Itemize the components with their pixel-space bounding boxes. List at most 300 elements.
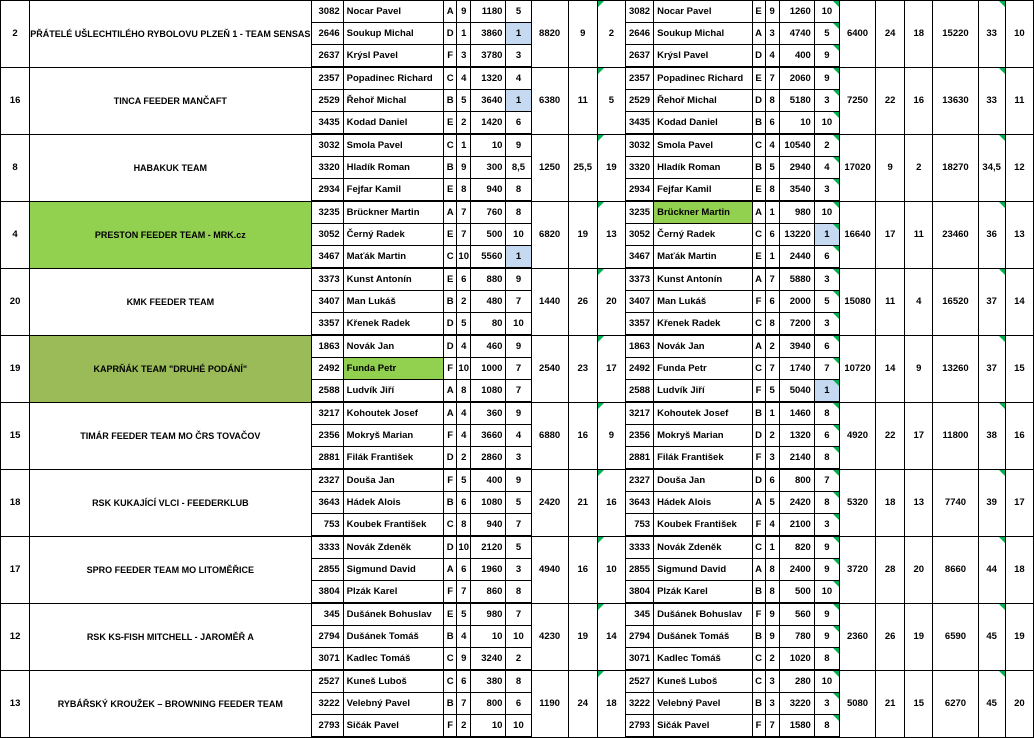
round2-total: 10720: [839, 335, 875, 402]
spot: 4: [765, 134, 779, 157]
weight: 10: [471, 134, 506, 157]
member-id: 3217: [625, 402, 653, 425]
round2-total: 15080: [839, 268, 875, 335]
sector: A: [444, 402, 457, 425]
weight: 10: [779, 112, 814, 135]
member-name: Funda Petr: [654, 358, 752, 380]
member-id: 3467: [311, 246, 343, 269]
spot: 7: [457, 693, 471, 715]
member-id: 3435: [311, 112, 343, 135]
sector-place: 1: [506, 246, 531, 269]
sector-place: 3: [814, 179, 839, 202]
member-name: Kadlec Tomáš: [654, 648, 752, 671]
total-points: 36: [978, 201, 1005, 268]
spot: 6: [765, 224, 779, 246]
weight: 2860: [471, 447, 506, 470]
spot: 2: [765, 648, 779, 671]
sector-place: 1: [814, 380, 839, 403]
member-id: 2327: [625, 469, 653, 492]
weight: 10540: [779, 134, 814, 157]
sector: F: [752, 514, 765, 537]
member-id: 2855: [625, 559, 653, 581]
round2-place: 19: [905, 603, 933, 670]
total-weight: 11800: [933, 402, 978, 469]
sector: C: [752, 313, 765, 336]
sector-place: 3: [506, 45, 531, 68]
spot: 9: [457, 648, 471, 671]
member-name: Kuneš Luboš: [343, 670, 443, 693]
sector: F: [752, 603, 765, 626]
member-name: Sičák Pavel: [654, 715, 752, 738]
sector-place: 10: [814, 112, 839, 135]
spot: 6: [765, 112, 779, 135]
draw-number: 8: [1, 134, 30, 201]
weight: 1260: [779, 1, 814, 23]
total-points: 38: [978, 402, 1005, 469]
member-id: 3217: [311, 402, 343, 425]
member-id: 2529: [311, 90, 343, 112]
sector-place: 6: [506, 693, 531, 715]
sector: C: [752, 536, 765, 559]
member-name: Velebný Pavel: [654, 693, 752, 715]
spot: 9: [765, 603, 779, 626]
spot: 5: [457, 90, 471, 112]
team-row: [1, 67, 1034, 90]
member-id: 3320: [311, 157, 343, 179]
member-name: Hádek Alois: [343, 492, 443, 514]
sector: D: [444, 23, 457, 45]
member-name: Ludvík Jiří: [654, 380, 752, 403]
round2-points: 17: [876, 201, 905, 268]
sector-place: 6: [814, 246, 839, 269]
weight: 400: [471, 469, 506, 492]
total-weight: 6270: [933, 670, 978, 737]
spot: 3: [765, 670, 779, 693]
spot: 4: [457, 402, 471, 425]
sector: B: [752, 157, 765, 179]
round2-total: 16640: [839, 201, 875, 268]
weight: 3940: [779, 335, 814, 358]
member-id: 3643: [311, 492, 343, 514]
weight: 300: [471, 157, 506, 179]
spot: 6: [457, 492, 471, 514]
member-name: Popadinec Richard: [343, 67, 443, 90]
member-id: 2637: [625, 45, 653, 68]
weight: 3540: [779, 179, 814, 202]
sector-place: 6: [814, 425, 839, 447]
weight: 2420: [779, 492, 814, 514]
sector: A: [444, 1, 457, 23]
spot: 2: [457, 715, 471, 738]
sector: D: [752, 45, 765, 68]
spot: 8: [765, 313, 779, 336]
sector-place: 7: [814, 358, 839, 380]
sector-place: 10: [814, 1, 839, 23]
weight: 820: [779, 536, 814, 559]
weight: 1180: [471, 1, 506, 23]
sector-place: 7: [506, 358, 531, 380]
spot: 7: [765, 715, 779, 738]
member-name: Man Lukáš: [343, 291, 443, 313]
team-row: [1, 134, 1034, 157]
member-name: Dušánek Bohuslav: [654, 603, 752, 626]
total-weight: 16520: [933, 268, 978, 335]
team-row: [1, 335, 1034, 358]
weight: 860: [471, 581, 506, 604]
weight: 780: [779, 626, 814, 648]
spot: 10: [457, 536, 471, 559]
weight: 940: [471, 514, 506, 537]
spot: 4: [457, 626, 471, 648]
weight: 7200: [779, 313, 814, 336]
weight: 2060: [779, 67, 814, 90]
member-id: 2588: [311, 380, 343, 403]
final-rank: 11: [1005, 67, 1033, 134]
weight: 560: [779, 603, 814, 626]
total-points: 37: [978, 335, 1005, 402]
sector: D: [444, 335, 457, 358]
weight: 360: [471, 402, 506, 425]
member-name: Koubek František: [343, 514, 443, 537]
weight: 2120: [471, 536, 506, 559]
sector-place: 8: [506, 581, 531, 604]
member-id: 3373: [625, 268, 653, 291]
sector: C: [752, 134, 765, 157]
round2-points: 18: [876, 469, 905, 536]
total-weight: 7740: [933, 469, 978, 536]
weight: 1460: [779, 402, 814, 425]
member-id: 3052: [625, 224, 653, 246]
sector: D: [752, 90, 765, 112]
member-name: Dušánek Bohuslav: [343, 603, 443, 626]
sector-place: 10: [814, 670, 839, 693]
spot: 8: [765, 179, 779, 202]
spot: 2: [765, 335, 779, 358]
sector: B: [752, 402, 765, 425]
round2-points: 21: [876, 670, 905, 737]
total-points: 39: [978, 469, 1005, 536]
sector-place: 8,5: [506, 157, 531, 179]
member-name: Sigmund David: [654, 559, 752, 581]
sector: B: [752, 693, 765, 715]
member-id: 3235: [625, 201, 653, 224]
sector: B: [752, 626, 765, 648]
spot: 8: [457, 380, 471, 403]
team-name: HABAKUK TEAM: [30, 134, 311, 201]
member-name: Řehoř Michal: [343, 90, 443, 112]
sector: E: [444, 112, 457, 135]
member-name: Černý Radek: [343, 224, 443, 246]
round1-points: 9: [568, 1, 597, 68]
sector-place: 8: [814, 492, 839, 514]
weight: 2440: [779, 246, 814, 269]
weight: 1580: [779, 715, 814, 738]
spot: 2: [765, 425, 779, 447]
round1-total: 2420: [531, 469, 568, 536]
sector: A: [444, 559, 457, 581]
spot: 5: [765, 492, 779, 514]
member-name: Mokryš Marian: [654, 425, 752, 447]
weight: 480: [471, 291, 506, 313]
weight: 1020: [779, 648, 814, 671]
team-row: [1, 268, 1034, 291]
round1-total: 4940: [531, 536, 568, 603]
sector-place: 3: [814, 693, 839, 715]
spot: 3: [457, 45, 471, 68]
sector: D: [444, 313, 457, 336]
round2-total: 7250: [839, 67, 875, 134]
member-name: Soukup Michal: [654, 23, 752, 45]
member-name: Hladík Roman: [343, 157, 443, 179]
member-name: Maťák Martin: [654, 246, 752, 269]
total-points: 33: [978, 1, 1005, 68]
sector-place: 4: [506, 67, 531, 90]
member-id: 3467: [625, 246, 653, 269]
sector-place: 5: [506, 536, 531, 559]
final-rank: 10: [1005, 1, 1033, 68]
member-id: 2934: [625, 179, 653, 202]
team-name: RYBÁŘSKÝ KROUŽEK – BROWNING FEEDER TEAM: [30, 670, 311, 737]
weight: 1420: [471, 112, 506, 135]
sector: F: [444, 469, 457, 492]
member-id: 2646: [625, 23, 653, 45]
final-rank: 16: [1005, 402, 1033, 469]
sector: B: [444, 157, 457, 179]
round1-points: 16: [568, 402, 597, 469]
weight: 1080: [471, 492, 506, 514]
sector-place: 9: [814, 559, 839, 581]
round2-total: 17020: [839, 134, 875, 201]
total-points: 34,5: [978, 134, 1005, 201]
member-name: Smola Pavel: [654, 134, 752, 157]
weight: 2100: [779, 514, 814, 537]
sector: A: [444, 380, 457, 403]
round1-points: 26: [568, 268, 597, 335]
member-id: 2588: [625, 380, 653, 403]
sector-place: 5: [506, 492, 531, 514]
round1-place: 5: [597, 67, 625, 134]
member-id: 3320: [625, 157, 653, 179]
member-id: 2492: [311, 358, 343, 380]
member-name: Smola Pavel: [343, 134, 443, 157]
round1-place: 19: [597, 134, 625, 201]
spot: 4: [457, 335, 471, 358]
member-name: Sičák Pavel: [343, 715, 443, 738]
draw-number: 4: [1, 201, 30, 268]
sector-place: 1: [506, 23, 531, 45]
spot: 4: [765, 514, 779, 537]
member-id: 1863: [311, 335, 343, 358]
sector-place: 2: [814, 134, 839, 157]
sector: F: [444, 581, 457, 604]
sector: A: [752, 201, 765, 224]
weight: 800: [471, 693, 506, 715]
member-id: 3222: [625, 693, 653, 715]
member-id: 2527: [311, 670, 343, 693]
sector-place: 8: [506, 179, 531, 202]
member-name: Brückner Martin: [654, 201, 752, 224]
weight: 5880: [779, 268, 814, 291]
member-id: 3357: [625, 313, 653, 336]
round1-place: 16: [597, 469, 625, 536]
round2-points: 28: [876, 536, 905, 603]
spot: 10: [457, 246, 471, 269]
sector: F: [752, 291, 765, 313]
round2-total: 5320: [839, 469, 875, 536]
round1-total: 1190: [531, 670, 568, 737]
team-name: RSK KS-FISH MITCHELL - JAROMĚŘ A: [30, 603, 311, 670]
final-rank: 17: [1005, 469, 1033, 536]
member-id: 2529: [625, 90, 653, 112]
spot: 3: [765, 23, 779, 45]
member-name: Maťák Martin: [343, 246, 443, 269]
round1-total: 4230: [531, 603, 568, 670]
sector: E: [444, 603, 457, 626]
sector-place: 1: [506, 90, 531, 112]
round2-place: 9: [905, 335, 933, 402]
final-rank: 14: [1005, 268, 1033, 335]
member-name: Kuneš Luboš: [654, 670, 752, 693]
final-rank: 19: [1005, 603, 1033, 670]
draw-number: 2: [1, 1, 30, 68]
spot: 9: [457, 157, 471, 179]
member-name: Krýsl Pavel: [343, 45, 443, 68]
member-id: 3071: [625, 648, 653, 671]
member-id: 2637: [311, 45, 343, 68]
sector: D: [752, 469, 765, 492]
member-name: Funda Petr: [343, 358, 443, 380]
sector: A: [752, 268, 765, 291]
spot: 6: [765, 469, 779, 492]
member-name: Hladík Roman: [654, 157, 752, 179]
member-id: 3235: [311, 201, 343, 224]
member-id: 345: [625, 603, 653, 626]
round1-place: 2: [597, 1, 625, 68]
spot: 8: [457, 179, 471, 202]
team-name: SPRO FEEDER TEAM MO LITOMĚŘICE: [30, 536, 311, 603]
weight: 10: [471, 715, 506, 738]
weight: 80: [471, 313, 506, 336]
round2-points: 11: [876, 268, 905, 335]
round2-total: 4920: [839, 402, 875, 469]
team-row: [1, 536, 1034, 559]
member-name: Dušánek Tomáš: [343, 626, 443, 648]
weight: 460: [471, 335, 506, 358]
weight: 10: [471, 626, 506, 648]
round2-points: 14: [876, 335, 905, 402]
round2-points: 22: [876, 67, 905, 134]
sector-place: 10: [814, 581, 839, 604]
weight: 2940: [779, 157, 814, 179]
sector: E: [752, 1, 765, 23]
sector: A: [444, 201, 457, 224]
member-name: Dušánek Tomáš: [654, 626, 752, 648]
member-name: Koubek František: [654, 514, 752, 537]
spot: 4: [765, 45, 779, 68]
member-name: Novák Jan: [654, 335, 752, 358]
member-name: Kunst Antonín: [654, 268, 752, 291]
sector: C: [444, 67, 457, 90]
sector: B: [444, 90, 457, 112]
sector: D: [444, 447, 457, 470]
member-id: 3333: [625, 536, 653, 559]
weight: 2000: [779, 291, 814, 313]
round1-total: 1250: [531, 134, 568, 201]
draw-number: 20: [1, 268, 30, 335]
spot: 6: [457, 559, 471, 581]
weight: 980: [779, 201, 814, 224]
sector: F: [444, 425, 457, 447]
member-name: Nocar Pavel: [343, 1, 443, 23]
sector: C: [752, 670, 765, 693]
member-name: Kohoutek Josef: [343, 402, 443, 425]
member-id: 3804: [311, 581, 343, 604]
member-id: 3333: [311, 536, 343, 559]
member-id: 3407: [311, 291, 343, 313]
sector-place: 9: [506, 402, 531, 425]
sector: C: [444, 246, 457, 269]
member-name: Křenek Radek: [654, 313, 752, 336]
sector-place: 9: [814, 603, 839, 626]
sector-place: 7: [506, 603, 531, 626]
member-id: 3082: [625, 1, 653, 23]
spot: 2: [457, 112, 471, 135]
round1-place: 18: [597, 670, 625, 737]
member-id: 3222: [311, 693, 343, 715]
round1-place: 14: [597, 603, 625, 670]
sector-place: 10: [506, 626, 531, 648]
round1-points: 23: [568, 335, 597, 402]
spot: 7: [765, 67, 779, 90]
weight: 3640: [471, 90, 506, 112]
weight: 2140: [779, 447, 814, 470]
member-id: 2646: [311, 23, 343, 45]
round1-total: 6880: [531, 402, 568, 469]
sector: D: [752, 425, 765, 447]
weight: 3240: [471, 648, 506, 671]
team-name: TIMÁR FEEDER TEAM MO ČRS TOVAČOV: [30, 402, 311, 469]
member-name: Novák Zdeněk: [654, 536, 752, 559]
team-name: PRESTON FEEDER TEAM - MRK.cz: [30, 201, 311, 268]
member-name: Řehoř Michal: [654, 90, 752, 112]
member-name: Filák František: [654, 447, 752, 470]
member-id: 2855: [311, 559, 343, 581]
member-id: 2793: [625, 715, 653, 738]
round1-place: 17: [597, 335, 625, 402]
member-name: Fejfar Kamil: [343, 179, 443, 202]
spot: 8: [765, 90, 779, 112]
weight: 1960: [471, 559, 506, 581]
weight: 980: [471, 603, 506, 626]
spot: 9: [765, 626, 779, 648]
round1-total: 8820: [531, 1, 568, 68]
spot: 7: [457, 581, 471, 604]
sector: B: [752, 112, 765, 135]
spot: 2: [457, 447, 471, 470]
sector-place: 8: [814, 715, 839, 738]
sector: E: [444, 179, 457, 202]
round1-total: 1440: [531, 268, 568, 335]
weight: 400: [779, 45, 814, 68]
sector-place: 9: [506, 335, 531, 358]
member-name: Douša Jan: [343, 469, 443, 492]
sector: C: [444, 134, 457, 157]
final-rank: 15: [1005, 335, 1033, 402]
member-id: 2794: [625, 626, 653, 648]
member-id: 3373: [311, 268, 343, 291]
sector-place: 8: [814, 648, 839, 671]
spot: 5: [765, 157, 779, 179]
